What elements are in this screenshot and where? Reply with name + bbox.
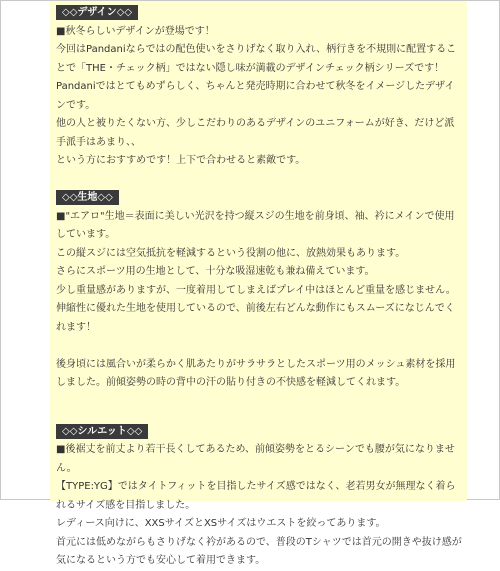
fabric-line: ■"エアロ"生地＝表面に美しい光沢を持つ縦スジの生地を前身頃、袖、衿にメインで使用しています。	[56, 210, 455, 240]
spacer	[56, 337, 463, 356]
fabric-line: 後身頃には風合いが柔らかく肌あたりがサラサラとしたスポーツ用のメッシュ素材を採用しました。前傾姿勢の時の背中の汗の貼り付きの不快感を軽減してくれます。	[56, 358, 456, 388]
section-title-design: ◇◇デザイン◇◇	[56, 5, 138, 20]
fabric-line: この縦スジには空気抵抗を軽減するという役割の他に、放熱効果もあります。	[56, 247, 406, 259]
design-line: ■秋冬らしいデザインが登場です！	[56, 25, 215, 37]
silhouette-line: レディース向けに、XXSサイズとXSサイズはウエストを絞ってあります。	[56, 518, 386, 529]
fabric-line: 少し重量感がありますが、一度着用してしまえばプレイ中はほとんど重量を感じません。	[56, 284, 456, 296]
product-description-panel	[50, 1, 467, 566]
silhouette-line: 【TYPE:YG】ではタイトフィットを目指したサイズ感ではなく、老若男女が無理なく着られるサイズ感を目指しました。	[56, 481, 456, 511]
design-line: という方におすすめです！上下で合わせると素敵です。	[56, 155, 306, 166]
spacer	[56, 393, 463, 423]
spacer	[56, 171, 463, 190]
fabric-line: さらにスポーツ用の生地として、十分な吸湿速乾も兼ね備えています。	[56, 266, 375, 277]
section-title-silhouette: ◇◇シルエット◇◇	[56, 424, 148, 439]
silhouette-line: ■後裾丈を前丈より若干長くしてあるため、前傾姿勢をとるシーンでも腰が気になりません。	[56, 444, 455, 474]
fabric-line: 伸縮性に優れた生地を使用しているので、前後左右どんな動作にもスムーズになじんでくれます！	[56, 303, 455, 333]
design-line: 他の人と被りたくない方、少しこだわりのあるデザインのユニフォームが好き、だけど派手派手はあまり、、	[56, 118, 455, 148]
design-line: 今回はPandaniならではの配色使いをさりげなく取り入れ、柄行きを不規則に配置することで「THE・チェック柄」ではない隠し味が満載のデザインチェック柄シリーズです！	[56, 44, 457, 74]
description-content	[56, 4, 463, 571]
silhouette-line: 首元には低めながらもさりげなく衿があるので、普段のTシャツでは首元の開きや抜け感が気になるという方でも安心して着用できます。	[56, 536, 462, 566]
design-line: Pandaniではとてもめずらしく、ちゃんと発売時期に合わせて秋冬をイメージしたデザインです。	[56, 81, 455, 111]
section-title-fabric: ◇◇生地◇◇	[56, 190, 119, 205]
